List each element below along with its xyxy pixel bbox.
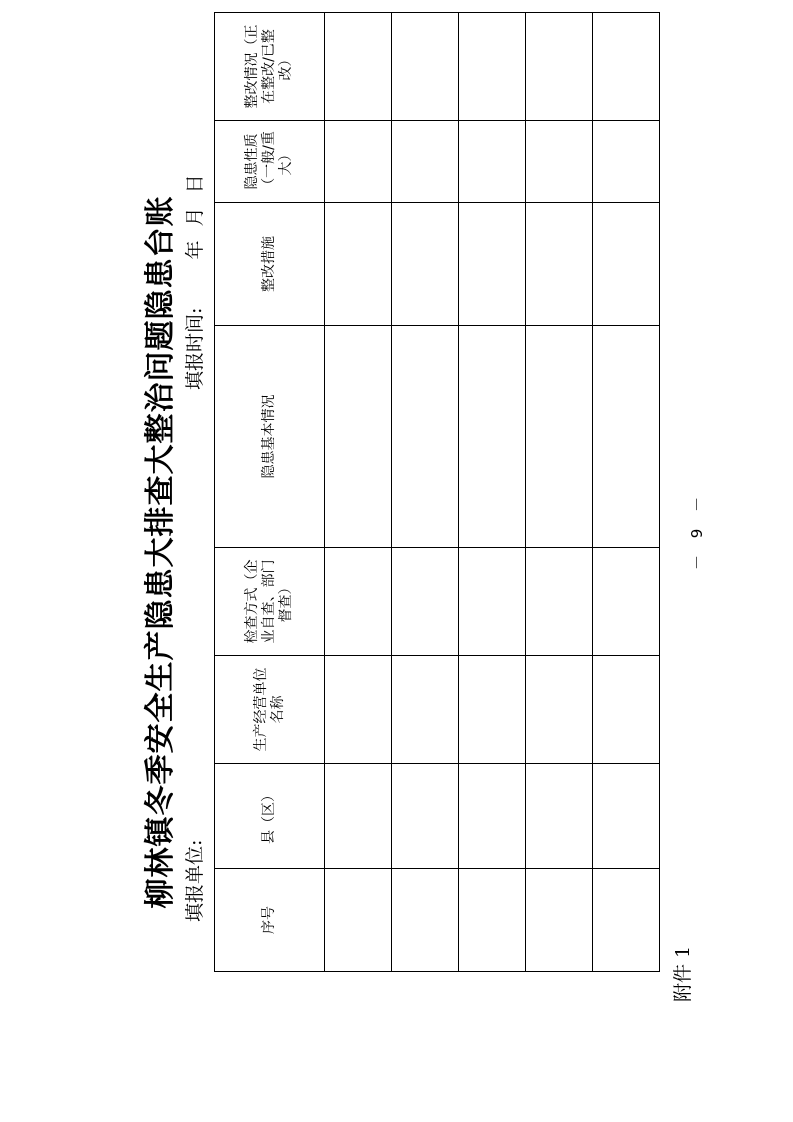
table-cell [593, 326, 660, 548]
table-cell [325, 326, 392, 548]
table-cell [526, 548, 593, 656]
table-cell [459, 203, 526, 326]
table-cell [526, 869, 593, 972]
table-cell [526, 203, 593, 326]
header-cell: 检查方式（企业自查、部门督查） [215, 548, 325, 656]
table-cell [392, 869, 459, 972]
table-cell [593, 764, 660, 869]
table-cell [459, 869, 526, 972]
table-cell [392, 121, 459, 203]
table-row [526, 13, 593, 972]
table-cell [459, 656, 526, 764]
table-cell [392, 326, 459, 548]
table-cell [325, 13, 392, 121]
table-cell [593, 13, 660, 121]
table-cell [325, 869, 392, 972]
table-cell [593, 548, 660, 656]
header-cell: 隐患性质（一般/重大） [215, 121, 325, 203]
table-row [325, 13, 392, 972]
table-cell [325, 656, 392, 764]
table-cell [526, 656, 593, 764]
table-cell [459, 548, 526, 656]
table-cell [459, 121, 526, 203]
table-cell [392, 13, 459, 121]
table-cell [325, 203, 392, 326]
table-cell [392, 656, 459, 764]
header-cell: 序号 [215, 869, 325, 972]
fill-time-label: 填报时间: [184, 307, 206, 390]
table-cell [392, 764, 459, 869]
table-header-row [215, 13, 325, 972]
fill-time-month: 月 [184, 207, 206, 227]
table-cell [593, 121, 660, 203]
table-cell [526, 121, 593, 203]
table-cell [325, 121, 392, 203]
table-cell [392, 548, 459, 656]
table-cell [325, 548, 392, 656]
table-cell [526, 13, 593, 121]
table-cell [593, 203, 660, 326]
hazard-ledger-table [214, 12, 660, 972]
table-cell [325, 764, 392, 869]
fill-time [180, 174, 207, 390]
header-cell: 隐患基本情况 [215, 326, 325, 548]
table-cell [459, 764, 526, 869]
table-cell [392, 203, 459, 326]
page-number: － 9 － [688, 490, 706, 570]
header-cell: 整改措施 [215, 203, 325, 326]
attachment-label: 附件 1 [672, 945, 694, 1002]
form-title: 柳林镇冬季安全生产隐患大排查大整治问题隐患台账 [143, 195, 178, 909]
table-row [459, 13, 526, 972]
table-cell [526, 326, 593, 548]
fill-unit-label: 填报单位: [184, 839, 206, 922]
table-cell [459, 13, 526, 121]
header-cell: 生产经营单位名称 [215, 656, 325, 764]
table-cell [593, 656, 660, 764]
header-cell: 整改情况（正在整改/已整改） [215, 13, 325, 121]
table-cell [526, 764, 593, 869]
table-row [392, 13, 459, 972]
table-row [593, 13, 660, 972]
table-cell [593, 869, 660, 972]
fill-time-day: 日 [184, 174, 206, 194]
header-cell: 县（区） [215, 764, 325, 869]
fill-time-year: 年 [184, 240, 206, 260]
table-cell [459, 326, 526, 548]
